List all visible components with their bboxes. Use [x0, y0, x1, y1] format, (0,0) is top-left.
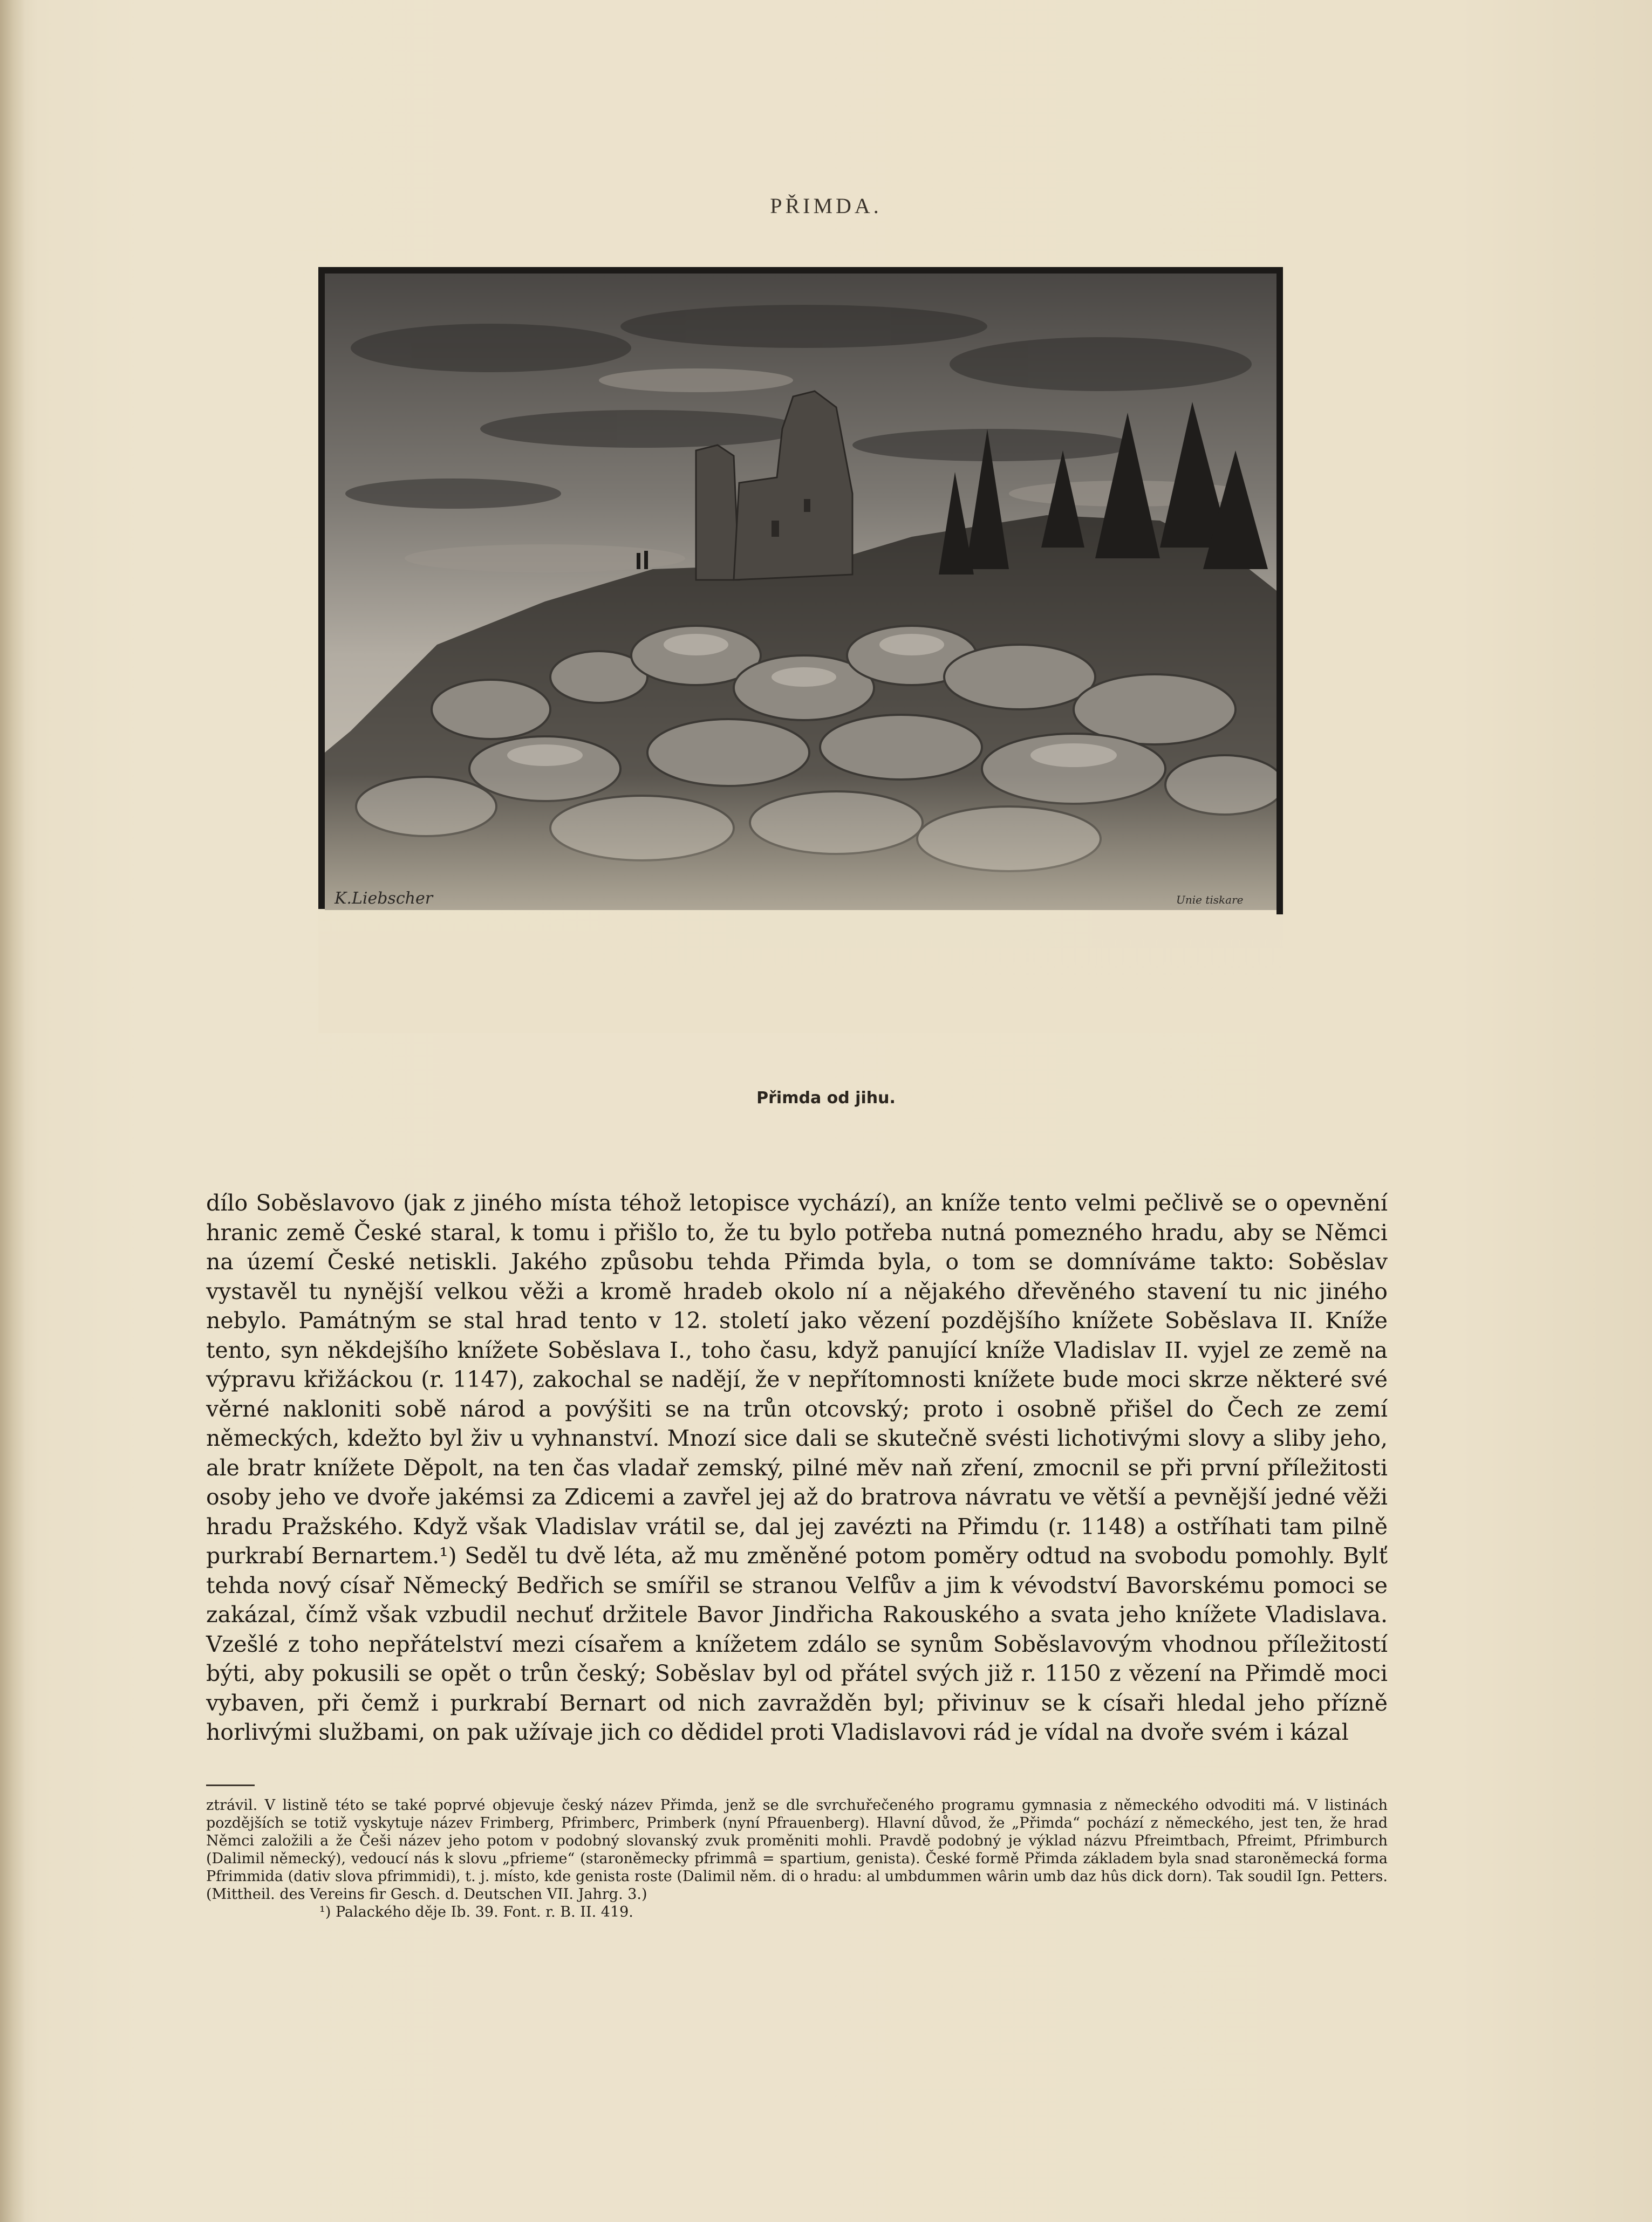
body-paragraph: dílo Soběslavovo (jak z jiného místa téhož letopisce vychází), an kníže tento velmi pečlivě se o opevnění hranic země České staral, k tomu i přišlo to, že tu bylo potřeba nutná pomezného hradu, aby se Němci na území České netiskli. Jakého způsobu tehda Přimda byla, o tom se domníváme takto: Soběslav vystavěl tu nynější velkou věži a kromě hradeb okolo ní a nějakého dřevěného stavení tu nic jiného nebylo. Památným se stal hrad tento v 12. století jako vězení pozdějšího knížete Soběslava II. Kníže tento, syn někdejšího knížete Soběslava I., toho času, když panující kníže Vladislav II. vyjel ze země na výpravu křižáckou (r. 1147), zakochal se nadějí, že v nepřítomnosti knížete bude moci skrze některé své věrné nakloniti sobě národ a povýšiti se na trůn otcovský; proto i osobně přišel do Čech ze zemí německých, kdežto byl živ u vyhnanství. Mnozí sice dali se skutečně svésti lichotivými slovy a sliby jeho, ale bratr knížete Děpolt, na ten čas vladař zemský, pilné měv naň zření, zmocnil se při první příležitosti osoby jeho ve dvoře jakémsi za Zdicemi a zavřel jej až do bratrova návratu ve větší a pevnější jedné věži hradu Pražského. Když však Vladislav vrátil se, dal jej zavézti na Přimdu (r. 1148) a ostříhati tam pilně purkrabí Bernartem.¹) Seděl tu dvě léta, až mu změněné potom poměry odtud na svobodu pomohly. Bylť tehda nový císař Německý Bedřich se smířil se stranou Velfův a jim k vévodství Bavorskému pomoci se zakázal, čímž však vzbudil nechuť držitele Bavor Jindřicha Rakouského a svata jeho knížete Vladislava. Vzešlé z toho nepřátelství mezi císařem a knížetem zdálo se synům Soběslavovým vhodnou příležitostí býti, aby pokusili se opět o trůn český; Soběslav byl od přátel svých již r. 1150 z vězení na Přimdě moci vybaven, při čemž i purkrabí Bernart od nich zavražděn byl; přivinuv se k císaři hledal jeho přízně horlivými službami, on pak užívaje jich co dědidel proti Vladislavovi rád je vídal na dvoře svém i kázal: [206, 1190, 1388, 1745]
main-text: [206, 1188, 1388, 1747]
footnotes: [206, 1796, 1388, 1921]
footnote-continued: ztrávil. V listině této se také poprvé objevuje český název Přimda, jenž se dle svrchuřečeného programu gymnasia z německého odvoditi má. V listinách pozdějších se totiž vyskytuje název Frimberg, Pfrimberc, Primberk (nyní Pfrauenberg). Hlavní důvod, že „Přimda“ pochází z německého, jest ten, že hrad Němci založili a že Češi název jeho potom v podobný slovanský zvuk proměniti mohli. Pravdě podobný je výklad názvu Pfreimtbach, Pfreimt, Pfrimburch (Dalimil německý), vedoucí nás k slovu „pfrieme“ (staroněmecky pfrimmâ = spartium, genista). České formě Přimda základem byla snad staroněmecká forma Pfrimmida (dativ slova pfrimmidi), t. j. místo, kde genista roste (Dalimil něm. di o hradu: al umbdummen wârin umb daz hûs dick dorn). Tak soudil Ign. Petters. (Mittheil. des Vereins fir Gesch. d. Deutschen VII. Jahrg. 3.): [206, 1797, 1388, 1903]
running-head: PŘIMDA.: [770, 194, 882, 218]
printer-mark: Unie tiskare: [1176, 893, 1244, 906]
artist-signature: K.Liebscher: [335, 889, 433, 908]
illustration-caption: Přimda od jihu.: [756, 1089, 896, 1107]
binding-edge: [0, 0, 25, 2222]
illustration-castle-ruin: [318, 267, 1283, 1033]
engraving-image: [318, 267, 1283, 1033]
footnote-1: ¹) Palackého děje Ib. 39. Font. r. B. II. 419.: [319, 1904, 633, 1920]
footnote-rule: [206, 1785, 255, 1786]
